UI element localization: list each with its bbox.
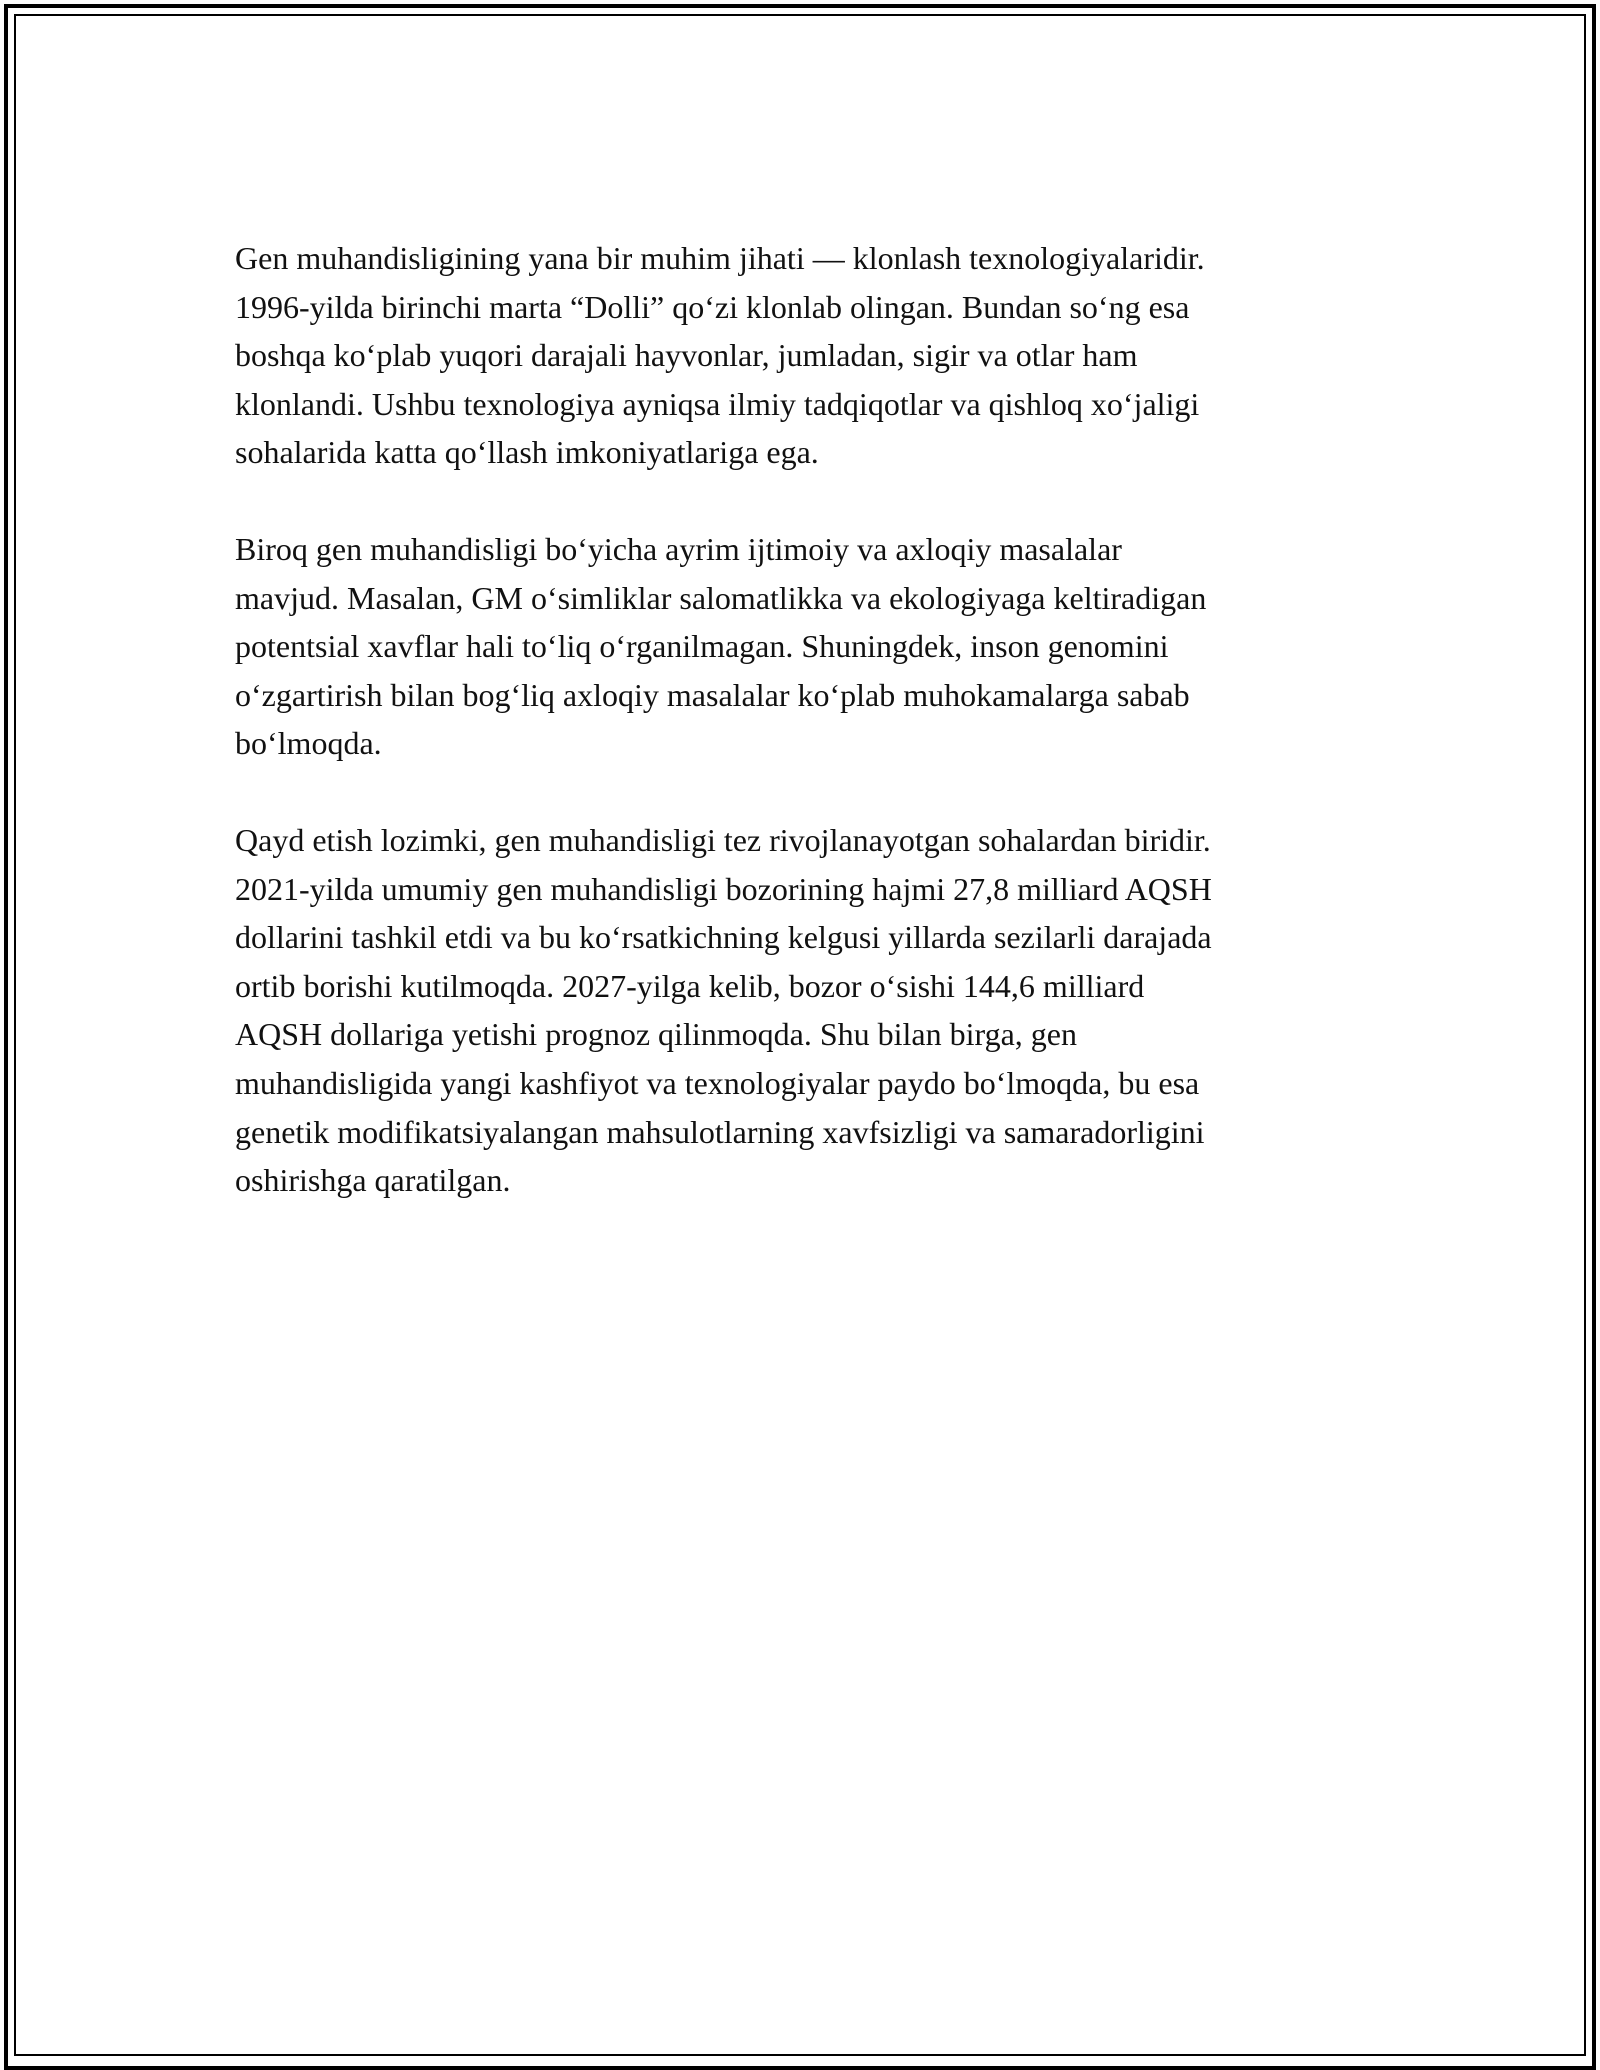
- text-line: o‘zgartirish bilan bog‘liq axloqiy masalalar ko‘plab muhokamalarga sabab: [235, 676, 1190, 713]
- text-line: potentsial xavflar hali to‘liq o‘rganilmagan. Shuningdek, inson genomini: [235, 628, 1169, 665]
- text-line: genetik modifikatsiyalangan mahsulotlarning xavfsizligi va samaradorligini: [235, 1113, 1205, 1150]
- text-line: sohalarida katta qo‘llash imkoniyatlariga ega.: [235, 434, 819, 471]
- text-line: Qayd etish lozimki, gen muhandisligi tez rivojlanayotgan sohalardan biridir.: [235, 821, 1211, 858]
- text-line: AQSH dollariga yetishi prognoz qilinmoqda. Shu bilan birga, gen: [235, 1016, 1077, 1053]
- text-line: Biroq gen muhandisligi bo‘yicha ayrim ijtimoiy va axloqiy masalalar: [235, 530, 1122, 567]
- text-line: 1996-yilda birinchi marta “Dolli” qo‘zi klonlab olingan. Bundan so‘ng esa: [235, 288, 1190, 325]
- text-line: boshqa ko‘plab yuqori darajali hayvonlar, jumladan, sigir va otlar ham: [235, 337, 1138, 374]
- text-line: oshirishga qaratilgan.: [235, 1162, 511, 1199]
- text-line: muhandisligida yangi kashfiyot va texnologiyalar paydo bo‘lmoqda, bu esa: [235, 1064, 1200, 1101]
- paragraph-ethics: [235, 525, 1365, 768]
- text-line: dollarini tashkil etdi va bu ko‘rsatkichning kelgusi yillarda sezilarli darajada: [235, 919, 1212, 956]
- document-body: [235, 234, 1365, 1253]
- text-line: mavjud. Masalan, GM o‘simliklar salomatlikka va ekologiyaga keltiradigan: [235, 579, 1207, 616]
- text-line: bo‘lmoqda.: [235, 725, 382, 762]
- text-line: ortib borishi kutilmoqda. 2027-yilga kelib, bozor o‘sishi 144,6 milliard: [235, 967, 1145, 1004]
- paragraph-cloning: [235, 234, 1365, 477]
- text-line: klonlandi. Ushbu texnologiya ayniqsa ilmiy tadqiqotlar va qishloq xo‘jaligi: [235, 385, 1200, 422]
- paragraph-market: [235, 816, 1365, 1205]
- text-line: 2021-yilda umumiy gen muhandisligi bozorining hajmi 27,8 milliard AQSH: [235, 870, 1212, 907]
- text-line: Gen muhandisligining yana bir muhim jihati — klonlash texnologiyalaridir.: [235, 240, 1205, 276]
